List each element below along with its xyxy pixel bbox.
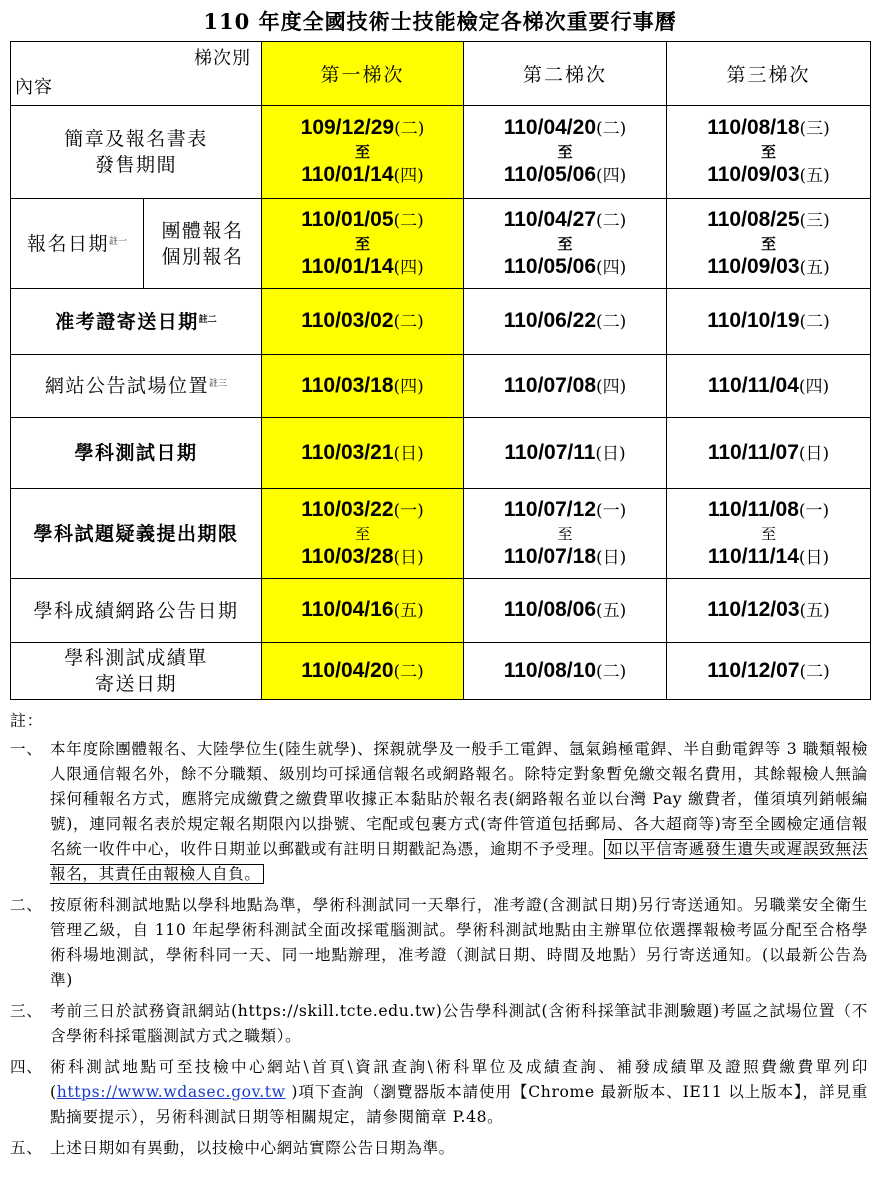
boxed-warning: 如以平信寄遞發生遺失或遲誤致無法報名，其責任由報檢人自負。	[50, 840, 868, 883]
row-label-score-mail: 學科測試成績單 寄送日期	[11, 643, 262, 700]
row-label-doubt: 學科試題疑義提出期限	[11, 489, 262, 579]
page-title: 110 年度全國技術士技能檢定各梯次重要行事曆	[203, 9, 677, 34]
cell-score-mail-3: 110/12/07(二)	[667, 643, 871, 700]
cell-score-mail-1: 110/04/20(二)	[262, 643, 464, 700]
note-number: 三、	[10, 1002, 43, 1020]
note-5	[10, 1136, 868, 1161]
note-text: 上述日期如有異動，以技檢中心網站實際公告日期為準。	[50, 1139, 455, 1157]
notes-heading: 註：	[10, 711, 44, 730]
cell-registration-1: 110/01/05(二) 至 110/01/14(四)	[262, 199, 464, 289]
cell-score-online-3: 110/12/03(五)	[667, 579, 871, 643]
row-label-score-online: 學科成績網路公告日期	[11, 579, 262, 643]
table-row	[11, 289, 871, 355]
note-number: 二、	[10, 896, 43, 914]
cell-registration-3: 110/08/25(三) 至 110/09/03(五)	[667, 199, 871, 289]
cell-brochure-1: 109/12/29(二) 至 110/01/14(四)	[262, 106, 464, 199]
header-row	[11, 42, 871, 106]
cell-admission-3: 110/10/19(二)	[667, 289, 871, 355]
table-row	[11, 579, 871, 643]
wdasec-site-link[interactable]: https://www.wdasec.gov.tw	[56, 1083, 286, 1101]
table-row	[11, 355, 871, 418]
row-label-brochure: 簡章及報名書表 發售期間	[11, 106, 262, 199]
note-number: 一、	[10, 740, 43, 758]
cell-admission-2: 110/06/22(二)	[464, 289, 667, 355]
cell-exam-1: 110/03/21(日)	[262, 418, 464, 489]
row-label-exam: 學科測試日期	[11, 418, 262, 489]
cell-score-online-2: 110/08/06(五)	[464, 579, 667, 643]
header-batch-2: 第二梯次	[464, 42, 667, 106]
note-text: 術科測試地點可至技檢中心網站\首頁\資訊查詢\術科單位及成績查詢、補發成績單及證照費繳費單列印(	[50, 1058, 868, 1101]
cell-doubt-2: 110/07/12(一) 至 110/07/18(日)	[464, 489, 667, 579]
cell-venue-1: 110/03/18(四)	[262, 355, 464, 418]
note-text: 按原術科測試地點以學科地點為準，學術科測試同一天舉行，准考證(含測試日期)另行寄送通知。另職業安全衛生管理乙級，自 110 年起學術科測試全面改採電腦測試。學術科測試地點由主辦單位依選擇報檢考區分配至合格學術科場地測試，學術科同一天、同一地點辦理，准考證（測試日期、時間及地點）另行寄送通知。(以最新公告為準)	[50, 896, 868, 989]
cell-admission-1: 110/03/02(二)	[262, 289, 464, 355]
table-row	[11, 643, 871, 700]
table-row	[11, 106, 871, 199]
corner-bottom-label: 內容	[15, 77, 53, 98]
cell-brochure-2: 110/04/20(二) 至 110/05/06(四)	[464, 106, 667, 199]
row-sublabel-registration: 團體報名 個別報名	[144, 199, 262, 289]
note-1	[10, 737, 868, 887]
note-2	[10, 893, 868, 993]
cell-score-online-1: 110/04/16(五)	[262, 579, 464, 643]
note-text: 考前三日於試務資訊網站(	[50, 1002, 238, 1020]
table-row	[11, 199, 871, 289]
cell-doubt-3: 110/11/08(一) 至 110/11/14(日)	[667, 489, 871, 579]
cell-exam-3: 110/11/07(日)	[667, 418, 871, 489]
note-3	[10, 999, 868, 1049]
notes-section	[10, 708, 868, 1167]
note-number: 四、	[10, 1058, 43, 1076]
header-batch-1: 第一梯次	[262, 42, 464, 106]
cell-exam-2: 110/07/11(日)	[464, 418, 667, 489]
row-label-admission: 准考證寄送日期$^{註二}$	[11, 289, 262, 355]
note-4	[10, 1055, 868, 1130]
note-text: 本年度除團體報名、大陸學位生(陸生就學)、探親就學及一般手工電銲、氬氣鎢極電銲、半自動電銲等 3 職類報檢人限通信報名外，餘不分職類、級別均可採通信報名或網路報名。除特定對象暫免繳交報名費用，其餘報檢人無論採何種報名方式，應將完成繳費之繳費單收據正本黏貼於報名表(網路報名並以台灣 Pay 繳費者，僅須填列銷帳編號)，連同報名表於規定報名期限內以掛號、宅配或包裹方式(寄件管道包括郵局、各大超商等)寄至全國檢定通信報名統一收件中心，收件日期並以郵戳或有註明日期戳記為憑，逾期不予受理。	[50, 740, 868, 858]
note-text: )項下查詢（瀏覽器版本請使用【Chrome 最新版本、IE11 以上版本】，詳見重點摘要提示），另術科測試日期等相關規定，請參閱簡章 P.48。	[50, 1083, 868, 1126]
cell-venue-2: 110/07/08(四)	[464, 355, 667, 418]
cell-score-mail-2: 110/08/10(二)	[464, 643, 667, 700]
schedule-table	[10, 41, 871, 700]
cell-doubt-1: 110/03/22(一) 至 110/03/28(日)	[262, 489, 464, 579]
cell-registration-2: 110/04/27(二) 至 110/05/06(四)	[464, 199, 667, 289]
row-label-registration: 報名日期$^{註一}$	[11, 199, 144, 289]
corner-header	[11, 42, 262, 106]
note-number: 五、	[10, 1139, 43, 1157]
note-text: )公告學科測試(含術科採筆試非測驗題)考區之試場位置（不含學術科採電腦測試方式之職類）。	[50, 1002, 868, 1045]
skill-site-link[interactable]: https://skill.tcte.edu.tw	[237, 1002, 436, 1020]
cell-brochure-3: 110/08/18(三) 至 110/09/03(五)	[667, 106, 871, 199]
row-label-venue: 網站公告試場位置$^{註三}$	[11, 355, 262, 418]
table-row	[11, 418, 871, 489]
table-row	[11, 489, 871, 579]
header-batch-3: 第三梯次	[667, 42, 871, 106]
corner-top-label: 梯次別	[194, 48, 251, 69]
cell-venue-3: 110/11/04(四)	[667, 355, 871, 418]
